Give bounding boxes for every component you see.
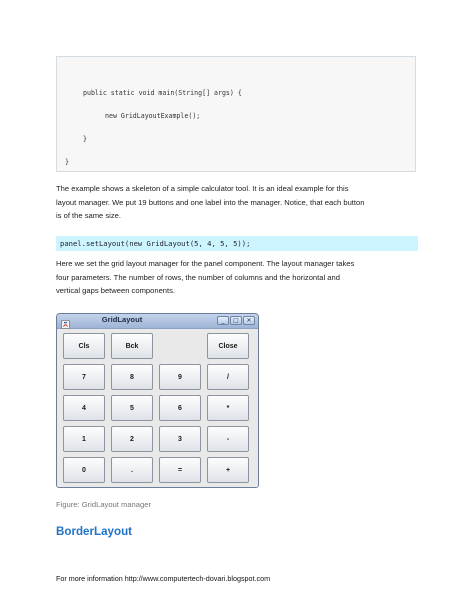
digit-2-button[interactable]: 2	[111, 426, 153, 452]
code-line: new GridLayoutExample();	[105, 112, 201, 120]
paragraph-intro	[56, 182, 416, 223]
paragraph-line: vertical gaps between components.	[56, 286, 176, 295]
empty-label	[159, 333, 201, 359]
section-heading: BorderLayout	[56, 525, 133, 538]
close-button[interactable]: Close	[207, 333, 249, 359]
minus-button[interactable]: -	[207, 426, 249, 452]
paragraph-line: layout manager. We put 19 buttons and one label into the manager. Notice, that each button	[56, 197, 365, 207]
figure-caption: Figure: GridLayout manager	[56, 500, 151, 509]
window-content	[57, 329, 258, 487]
inline-code-text: panel.setLayout(new GridLayout(5, 4, 5, 5));	[60, 239, 251, 248]
digit-1-button[interactable]: 1	[63, 426, 105, 452]
close-icon[interactable]: ✕	[243, 316, 255, 325]
page-footer: For more information http://www.computertech-dovari.blogspot.com	[56, 574, 271, 583]
digit-8-button[interactable]: 8	[111, 364, 153, 390]
digit-6-button[interactable]: 6	[159, 395, 201, 421]
back-button[interactable]: Bck	[111, 333, 153, 359]
code-line: }	[65, 158, 69, 166]
paragraph-explanation	[56, 257, 416, 298]
code-line: public static void main(String[] args) {	[83, 89, 242, 97]
plus-button[interactable]: +	[207, 457, 249, 483]
digit-7-button[interactable]: 7	[63, 364, 105, 390]
inline-code-block	[56, 236, 418, 251]
digit-9-button[interactable]: 9	[159, 364, 201, 390]
equals-button[interactable]: =	[159, 457, 201, 483]
paragraph-line: is of the same size.	[56, 211, 121, 220]
divide-button[interactable]: /	[207, 364, 249, 390]
paragraph-line: Here we set the grid layout manager for the panel component. The layout manager takes	[56, 259, 355, 268]
decimal-point-button[interactable]: .	[111, 457, 153, 483]
window-titlebar[interactable]	[57, 314, 258, 329]
code-block	[56, 56, 416, 172]
window-title: GridLayout	[101, 315, 143, 324]
gridlayout-window	[56, 313, 259, 488]
cls-button[interactable]: Cls	[63, 333, 105, 359]
digit-4-button[interactable]: 4	[63, 395, 105, 421]
maximize-icon[interactable]: □	[230, 316, 242, 325]
digit-0-button[interactable]: 0	[63, 457, 105, 483]
digit-5-button[interactable]: 5	[111, 395, 153, 421]
digit-3-button[interactable]: 3	[159, 426, 201, 452]
code-line: }	[83, 135, 87, 143]
paragraph-line: four parameters. The number of rows, the number of columns and the horizontal and	[56, 272, 340, 282]
multiply-button[interactable]: *	[207, 395, 249, 421]
minimize-icon[interactable]: _	[217, 316, 229, 325]
paragraph-line: The example shows a skeleton of a simple calculator tool. It is an ideal example for this	[56, 184, 349, 193]
